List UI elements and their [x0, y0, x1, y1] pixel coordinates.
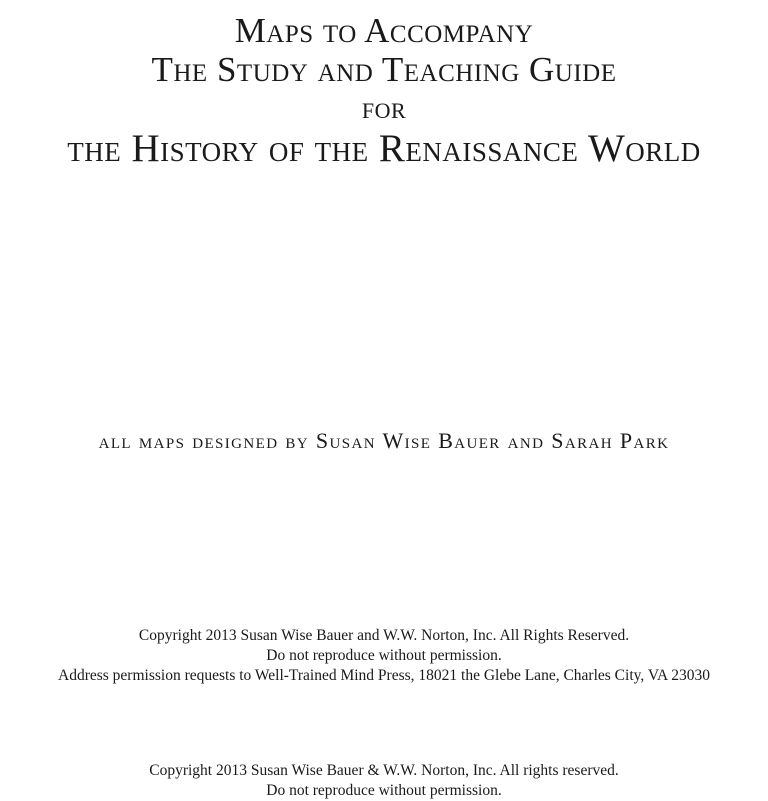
reproduction-notice: Do not reproduce without permission.: [266, 647, 502, 664]
copyright-notice-secondary: [0, 761, 768, 801]
copyright-line: Copyright 2013 Susan Wise Bauer & W.W. Norton, Inc. All rights reserved.: [149, 762, 619, 779]
page-title: [0, 10, 768, 170]
title-line-1: Maps to Accompany: [234, 11, 534, 50]
copyright-notice-primary: [0, 626, 768, 686]
title-line-3: for: [361, 90, 407, 125]
copyright-line: Copyright 2013 Susan Wise Bauer and W.W. Norton, Inc. All Rights Reserved.: [138, 627, 630, 644]
permission-address: Address permission requests to Well-Trained Mind Press, 18021 the Glebe Lane, Charles City, VA 23030: [58, 667, 710, 684]
reproduction-notice: Do not reproduce without permission.: [266, 782, 502, 799]
map-credit: all maps designed by Susan Wise Bauer and Sarah Park: [98, 428, 670, 453]
title-line-4: the History of the Renaissance World: [67, 127, 701, 170]
title-line-2: The Study and Teaching Guide: [151, 50, 617, 89]
